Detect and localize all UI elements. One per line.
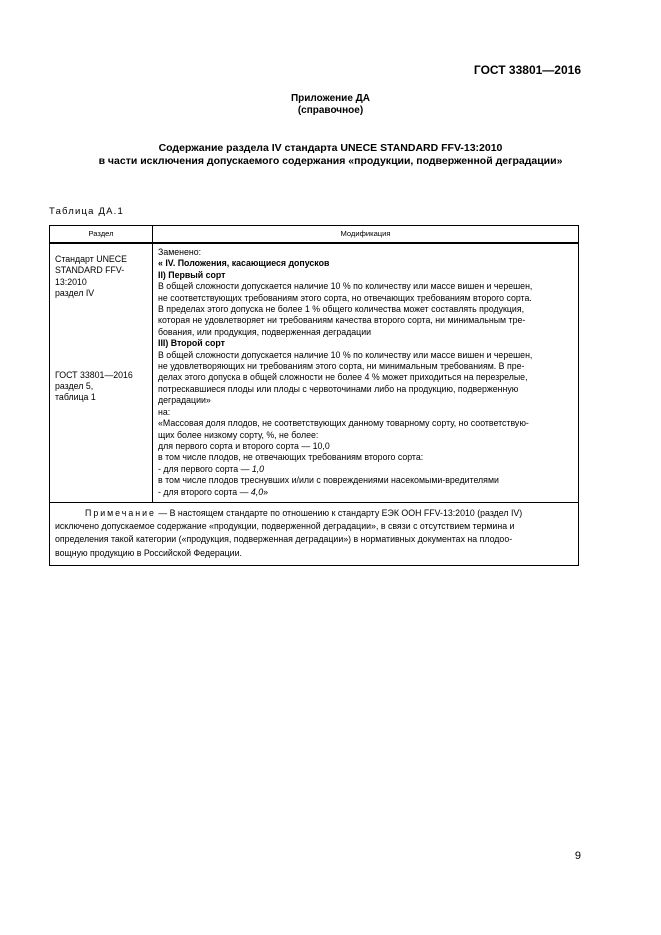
second-grade-item [158, 487, 574, 498]
new-text: «Массовая доля плодов, не соответствующих данному товарному сорту, но соответствую- [158, 418, 529, 429]
new-text: в том числе плодов, не отвечающих требованиям второго сорта: [158, 452, 424, 463]
table-label: Таблица ДА.1 [49, 206, 124, 217]
note-cell [50, 502, 579, 565]
second-grade-item-suffix: » [263, 486, 269, 497]
first-grade-item-prefix: - для первого сорта — [158, 463, 252, 474]
table-row [50, 243, 579, 502]
section-ref-line: раздел IV [55, 288, 95, 299]
second-grade-text: делах этого допуска в общей сложности не более 4 % может приходиться на перезрелые, [158, 372, 528, 383]
section-title-line-1: Содержание раздела IV стандарта UNECE STANDARD FFV-13:2010 [158, 142, 503, 154]
note-text-first: В настоящем стандарте по отношению к стандарту ЕЭК ООН FFV-13:2010 (раздел IV) [169, 507, 523, 518]
first-grade-text: В пределах этого допуска не более 1 % общего количества может составлять продукция, [158, 304, 525, 315]
header-modification: Модификация [153, 226, 579, 244]
first-grade-title: II) Первый сорт [158, 269, 226, 280]
note-text: вощную продукцию в Российской Федерации. [55, 547, 242, 558]
second-grade-title: III) Второй сорт [158, 338, 225, 349]
replaced-label: Заменено: [158, 247, 202, 257]
document-code: ГОСТ 33801—2016 [473, 63, 581, 77]
new-text: для первого сорта и второго сорта — 10,0 [158, 440, 330, 451]
second-grade-item-prefix: - для второго сорта — [158, 486, 251, 497]
first-grade-item [158, 464, 574, 475]
second-grade-text: не удовлетворяющих ни требованиям этого сорта, ни минимальным требованиям. В пре- [158, 361, 525, 372]
tolerances-heading: « IV. Положения, касающиеся допусков [158, 258, 330, 269]
table-header-row [50, 226, 579, 244]
section-cell [50, 243, 153, 502]
second-grade-text: В общей сложности допускается наличие 10 % по количеству или массе вишен и черешен, [158, 349, 533, 360]
second-grade-item-value: 4,0 [250, 486, 264, 497]
first-grade-text: которая не удовлетворяет ни требованиям качества второго сорта, ни минимальным тре- [158, 315, 526, 326]
header-section: Раздел [50, 226, 153, 244]
section-ref-line: таблица 1 [55, 392, 96, 403]
annex-heading [0, 93, 661, 117]
cracked-line: в том числе плодов треснувших и/или с повреждениями насекомыми-вредителями [158, 475, 499, 486]
page-number: 9 [574, 850, 581, 862]
section-ref-line: STANDARD FFV- [55, 265, 125, 276]
section-ref-line: Стандарт UNECE [55, 254, 128, 264]
section-ref-line: 13:2010 [55, 276, 87, 287]
section-ref-line: ГОСТ 33801—2016 [55, 369, 133, 380]
note-text: определения такой категории («продукция, подверженная деградации») в нормативных документах на плодоо- [55, 534, 513, 545]
section-ref-line: раздел 5, [55, 381, 94, 392]
note-label: Примечание [85, 507, 156, 518]
note-first-line [55, 507, 573, 520]
modification-cell [153, 243, 579, 502]
annex-subtitle: (справочное) [297, 105, 364, 116]
note-text: исключено допускаемое содержание «продукции, подверженной деградации», в связи с отсутствием термина и [55, 521, 515, 532]
first-grade-item-value: 1,0 [251, 463, 265, 474]
section-ref-gost [55, 370, 147, 404]
note-row [50, 502, 579, 565]
first-grade-text: В общей сложности допускается наличие 10 % по количеству или массе вишен и черешен, [158, 281, 533, 292]
second-grade-text: потрескавшиеся плоды или плоды с червоточинами либо на продукцию, подверженную [158, 383, 519, 394]
to-label: на: [158, 406, 171, 417]
note-dash: — [155, 507, 170, 518]
section-ref-unece [55, 254, 147, 300]
first-grade-text: не соответствующих требованиям этого сорта, но отвечающих требованиям второго сорта. [158, 292, 532, 303]
modification-table [49, 225, 579, 566]
first-grade-text: бования, или продукция, подверженная деградации [158, 326, 372, 337]
second-grade-text: деградации» [158, 395, 211, 406]
annex-title: Приложение ДА [290, 93, 371, 104]
new-text: щих более низкому сорту, %, не более: [158, 429, 319, 440]
section-title [0, 142, 661, 167]
section-title-line-2: в части исключения допускаемого содержания «продукции, подверженной деградации» [98, 154, 563, 167]
